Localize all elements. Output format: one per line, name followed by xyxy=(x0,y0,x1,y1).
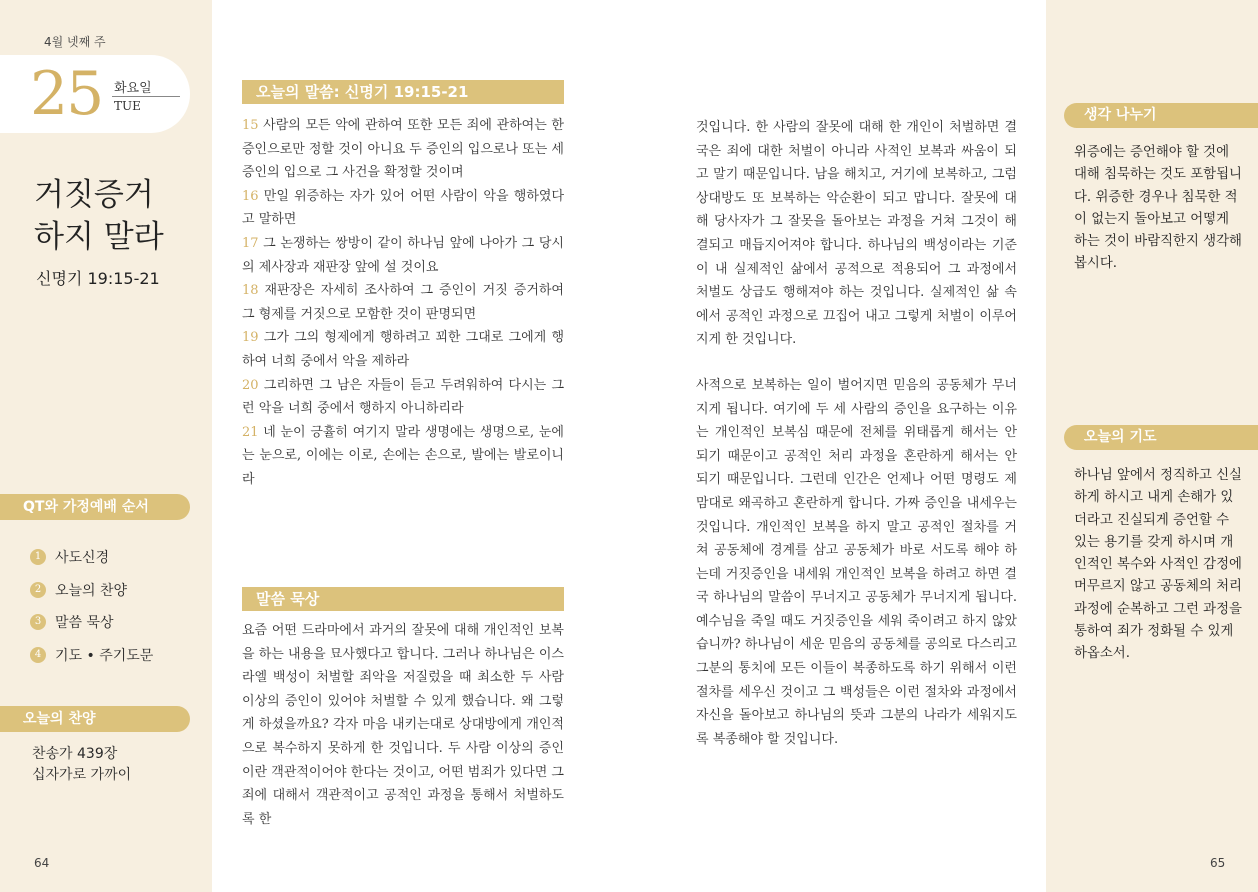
verse xyxy=(242,326,564,373)
verse xyxy=(242,232,564,279)
verse-number: 18 xyxy=(242,283,259,299)
scripture-reference: 신명기 19:15-21 xyxy=(36,269,160,288)
step-label: 사도신경 xyxy=(55,550,110,567)
meditation-paragraph: 것입니다. 한 사람의 잘못에 대해 한 개인이 처벌하면 결국은 죄에 대한 처벌이 아니라 사적인 보복과 싸움이 되고 말기 때문입니다. 남을 해치고, 거기에 보복하고, 그럼 상대방도 또 보복하는 악순환이 되고 맙니다. 잘못에 대해 당사자가 그 잘못을 돌아보는 과정을 거쳐 그것이 해결되고 매듭지어져야 합니다. 하나님의 백성이라는 기준이 내 실제적인 삶에서 공적으로 적용되어 그 과정에서 처벌도 상급도 행해져야 하는 것입니다. 실제적인 삶 속에서 공적인 과정으로 끄집어 내고 그렇게 처벌이 이루어지게 한 것입니다. xyxy=(696,120,1017,348)
meditation-heading: 말씀 묵상 xyxy=(242,587,564,611)
meditation-text-left xyxy=(242,619,564,831)
scripture-heading: 오늘의 말씀: 신명기 19:15-21 xyxy=(242,80,564,104)
title-line-1: 거짓증거 xyxy=(34,177,154,213)
verse xyxy=(242,421,564,492)
verse-text: 재판장은 자세히 조사하여 그 증인이 거짓 증거하여 그 형제를 거짓으로 모함한 것이 판명되면 xyxy=(242,283,564,322)
page-title xyxy=(34,174,164,258)
step-number-badge: 3 xyxy=(30,614,46,630)
hymn-number: 찬송가 439장 xyxy=(32,746,118,762)
title-line-2: 하지 말라 xyxy=(34,219,164,255)
verse-text: 네 눈이 긍휼히 여기지 말라 생명에는 생명으로, 눈에는 눈으로, 이에는 이로, 손에는 손으로, 발에는 발로이니라 xyxy=(242,424,564,487)
weekday-divider xyxy=(112,96,180,97)
step-label: 말씀 묵상 xyxy=(55,615,114,632)
verse xyxy=(242,114,564,185)
hymn-info xyxy=(32,744,131,786)
verse xyxy=(242,185,564,232)
weekday-english: TUE xyxy=(114,99,141,113)
verse-number: 21 xyxy=(242,424,259,440)
verse xyxy=(242,374,564,421)
verse-number: 15 xyxy=(242,118,259,133)
verse-text: 만일 위증하는 자가 있어 어떤 사람이 악을 행하였다고 말하면 xyxy=(242,188,564,228)
verse xyxy=(242,279,564,326)
verse-number: 19 xyxy=(242,330,259,346)
verse-number: 20 xyxy=(242,377,259,393)
list-item xyxy=(30,639,153,672)
list-item xyxy=(30,541,153,574)
page-number-right: 65 xyxy=(1210,856,1226,870)
verse-text: 그 논쟁하는 쌍방이 같이 하나님 앞에 나아가 그 당시의 제사장과 재판장 앞에 설 것이요 xyxy=(242,235,564,275)
prayer-heading: 오늘의 기도 xyxy=(1064,425,1258,450)
qt-order-heading: QT와 가정예배 순서 xyxy=(0,494,190,520)
step-number-badge: 4 xyxy=(30,647,46,663)
step-label: 오늘의 찬양 xyxy=(55,582,128,599)
reflection-heading: 생각 나누기 xyxy=(1064,103,1258,128)
hymn-title: 십자가로 가까이 xyxy=(32,767,132,783)
reflection-text: 위증에는 증언해야 할 것에 대해 침묵하는 것도 포함됩니다. 위증한 경우나 침묵한 적이 없는지 돌아보고 어떻게 하는 것이 바람직한지 생각해 봅시다. xyxy=(1074,145,1242,272)
verse-text: 그리하면 그 남은 자들이 듣고 두려워하여 다시는 그런 악을 너희 중에서 행하지 아니하리라 xyxy=(242,377,564,417)
verse-number: 16 xyxy=(242,188,259,204)
page-number-left: 64 xyxy=(34,856,50,870)
meditation-paragraph: 사적으로 보복하는 일이 벌어지면 믿음의 공동체가 무너지게 됩니다. 여기에 두 세 사람의 증인을 요구하는 이유는 개인적인 보복심 때문에 전체를 위태롭게 해서는 안 되기 때문이고 공적인 처리 과정을 혼란하게 해서는 안 되기 때문입니다. 그런데 인간은 언제나 어떤 명령도 제 맘대로 왜곡하고 혼란하게 합니다. 가짜 증인을 내세우는 것입니다. 개인적인 보복을 하지 말고 공적인 절차를 거쳐 공동체에 경계를 삼고 공동체가 바로 서도록 해야 하는데 거짓증인을 내세워 개인적인 보복을 하려고 하면 결국 하나님의 말씀이 무너지고 공동체가 무너지게 됩니다. 예수님을 죽일 때도 거짓증인을 세워 죽이려고 하지 않았습니까? 하나님이 세운 믿음의 공동체를 공의로 다스리고 그분의 통치에 모든 이들이 복종하도록 하기 위해서 이런 절차를 세우신 것이고 그 백성들은 이런 절차와 과정에서 자신을 돌아보고 하나님의 뜻과 그분의 나라가 세워지도록 복종해야 할 것입니다. xyxy=(696,377,1017,747)
prayer-text: 하나님 앞에서 정직하고 신실하게 하시고 내게 손해가 있더라고 진실되게 증언할 수 있는 용기를 갖게 하시며 개인적인 복수와 사적인 감정에 머무르지 않고 공동체의 처리과정에 순복하고 그런 과정을 통하여 죄가 정화될 수 있게 하옵소서. xyxy=(1074,468,1242,662)
qt-order-list xyxy=(30,541,153,671)
step-number-badge: 2 xyxy=(30,582,46,598)
list-item xyxy=(30,574,153,607)
hymn-heading: 오늘의 찬양 xyxy=(0,706,190,732)
step-number-badge: 1 xyxy=(30,549,46,565)
verse-text: 그가 그의 형제에게 행하려고 꾀한 그대로 그에게 행하여 너희 중에서 악을 제하라 xyxy=(242,330,564,369)
verse-text: 사람의 모든 악에 관하여 또한 모든 죄에 관하여는 한 증인으로만 정할 것이 아니요 두 증인의 입으로나 또는 세 증인의 입으로 그 사건을 확정할 것이며 xyxy=(242,118,564,181)
week-label: 4월 넷째 주 xyxy=(44,35,106,49)
weekday-korean: 화요일 xyxy=(114,81,152,96)
scripture-text xyxy=(242,114,564,492)
meditation-text-right xyxy=(696,116,1017,751)
step-label: 기도 • 주기도문 xyxy=(55,647,154,664)
verse-number: 17 xyxy=(242,235,259,251)
list-item xyxy=(30,606,153,639)
meditation-paragraph: 요즘 어떤 드라마에서 과거의 잘못에 대해 개인적인 보복을 하는 내용을 묘사했다고 합니다. 그러나 하나님은 이스라엘 백성이 처벌할 죄악을 저질렀을 때 최소한 두 사람 이상의 증인이 있어야 처벌할 수 있게 했습니다. 왜 그렇게 하셨을까요? 각자 마음 내키는대로 상대방에게 개인적으로 복수하지 못하게 한 것입니다. 두 사람 이상의 증인이란 객관적이어야 한다는 것이고, 어떤 범죄가 있다면 그 죄에 대해서 객관적이고 공적인 과정을 통해서 처벌하도록 한 xyxy=(242,623,564,827)
day-number: 25 xyxy=(30,59,103,129)
